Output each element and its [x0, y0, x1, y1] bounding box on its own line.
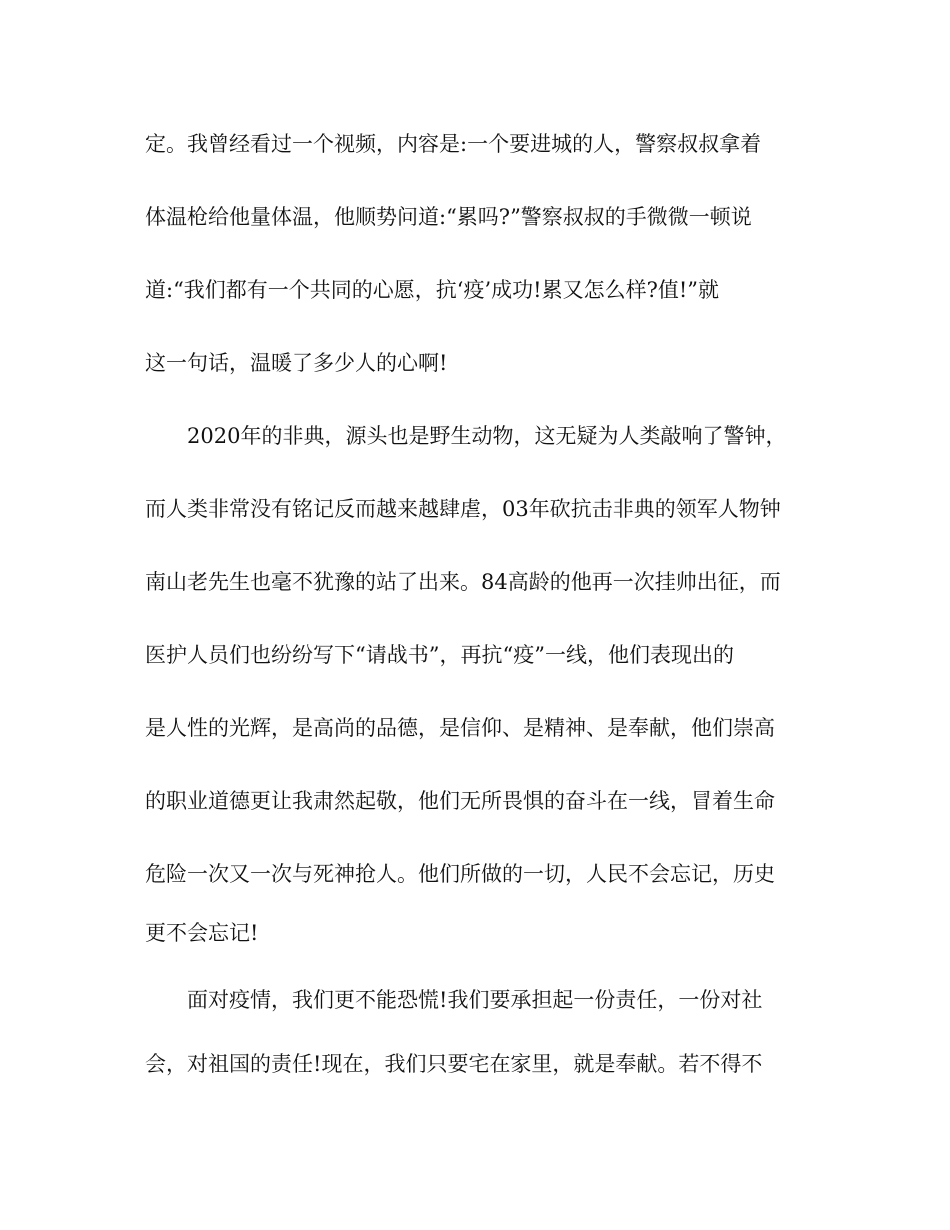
text-line: 会，对祖国的责任!现在，我们只要宅在家里，就是奉献。若不得不 [145, 1052, 763, 1076]
text-line: 是人性的光辉，是高尚的品德，是信仰、是精神、是奉献，他们崇高 [145, 716, 775, 740]
text-line: 更不会忘记! [145, 921, 259, 945]
text-line: 的职业道德更让我肃然起敬，他们无所畏惧的奋斗在一线，冒着生命 [145, 789, 775, 813]
text-line: 体温枪给他量体温，他顺势问道:“累吗?”警察叔叔的手微微一顿说 [145, 205, 752, 229]
text-line: 南山老先生也毫不犹豫的站了出来。84高龄的他再一次挂帅出征，而 [145, 570, 781, 594]
text-line: 而人类非常没有铭记反而越来越肆虐，03年砍抗击非典的领军人物钟 [145, 497, 781, 521]
text-line: 定。我曾经看过一个视频，内容是:一个要进城的人，警察叔叔拿着 [145, 132, 762, 156]
text-line: 道:“我们都有一个共同的心愿，抗‘疫’成功!累又怎么样?值!”就 [145, 278, 720, 302]
paragraph-start-line: 2020年的非典，源头也是野生动物，这无疑为人类敲响了警钟， [187, 424, 787, 448]
text-line: 医护人员们也纷纷写下“请战书”，再抗“疫”一线，他们表现出的 [145, 643, 734, 667]
text-line: 这一句话，温暖了多少人的心啊! [145, 351, 448, 375]
paragraph-start-line: 面对疫情，我们更不能恐慌!我们要承担起一份责任，一份对社 [187, 988, 763, 1012]
text-line: 危险一次又一次与死神抢人。他们所做的一切，人民不会忘记，历史 [145, 862, 775, 886]
